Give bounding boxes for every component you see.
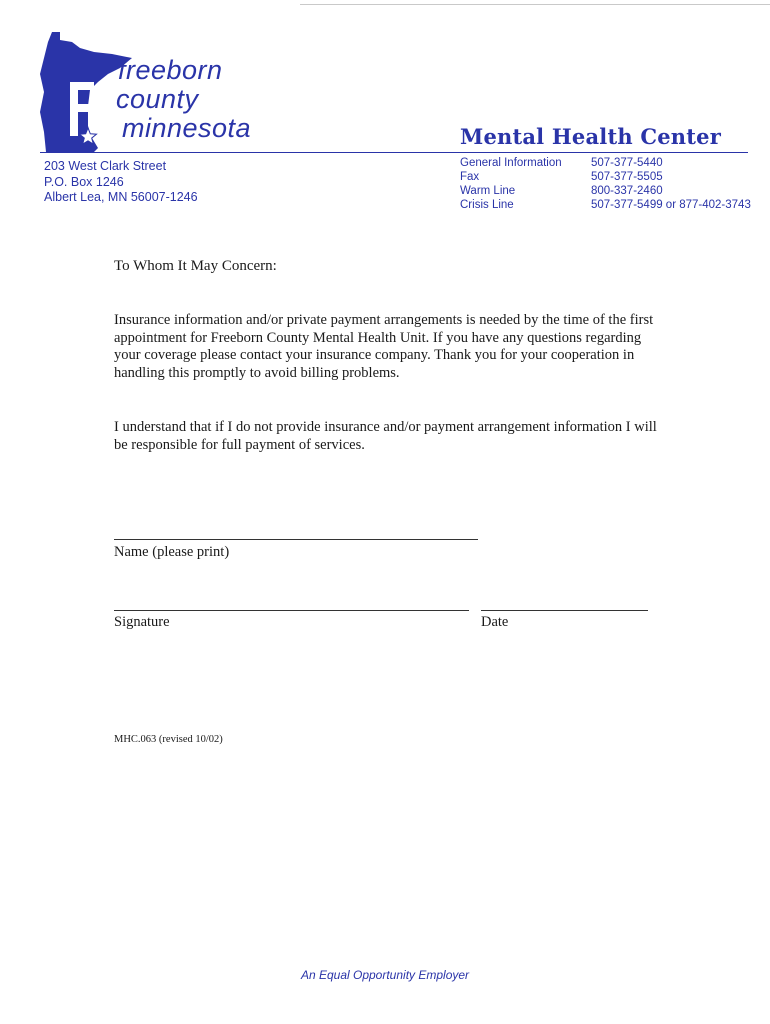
footer-equal-opportunity: An Equal Opportunity Employer [300,968,470,982]
top-edge-line [300,4,770,5]
contact-row-warm-line [460,184,751,198]
contact-value: 507-377-5440 [591,157,663,169]
contact-value: 507-377-5505 [591,171,663,183]
signature-line [114,610,469,611]
logo-text-freeborn: freeborn [118,55,223,85]
logo-text-minnesota: minnesota [122,113,252,143]
paragraph-responsibility: I understand that if I do not provide insurance and/or payment arrangement information I will be responsible for full payment of services. [114,419,657,453]
name-label: Name (please print) [114,544,230,560]
address-line: Albert Lea, MN 56007-1246 [44,190,198,204]
contact-value: 800-337-2460 [591,185,663,197]
contact-row-fax [460,170,751,184]
signature-label: Signature [114,614,170,630]
contact-row-general [460,156,751,170]
name-line [114,539,478,540]
logo-text-county: county [116,84,199,114]
contact-value: 507-377-5499 or 877-402-3743 [591,199,751,211]
address-line: 203 West Clark Street [44,159,167,173]
form-code: MHC.063 (revised 10/02) [114,734,223,745]
date-line [481,610,648,611]
date-label: Date [481,614,509,630]
center-name-heading: Mental Health Center [460,124,722,149]
address-line: P.O. Box 1246 [44,174,124,189]
contact-list [460,156,751,212]
salutation: To Whom It May Concern: [114,258,277,274]
contact-label: Crisis Line [460,199,514,211]
contact-row-crisis-line [460,198,751,212]
mailing-address [44,159,198,206]
contact-label: Fax [460,171,480,183]
contact-label: Warm Line [460,185,516,197]
header-divider [40,152,748,153]
contact-label: General Information [460,157,562,169]
paragraph-insurance-info: Insurance information and/or private payment arrangements is needed by the time of the first appointment for Freeborn County Mental Health Unit. If you have any questions regarding your coverage please contact your insurance company. Thank you for your cooperation in handling this promptly to avoid billing problems. [114,312,654,381]
